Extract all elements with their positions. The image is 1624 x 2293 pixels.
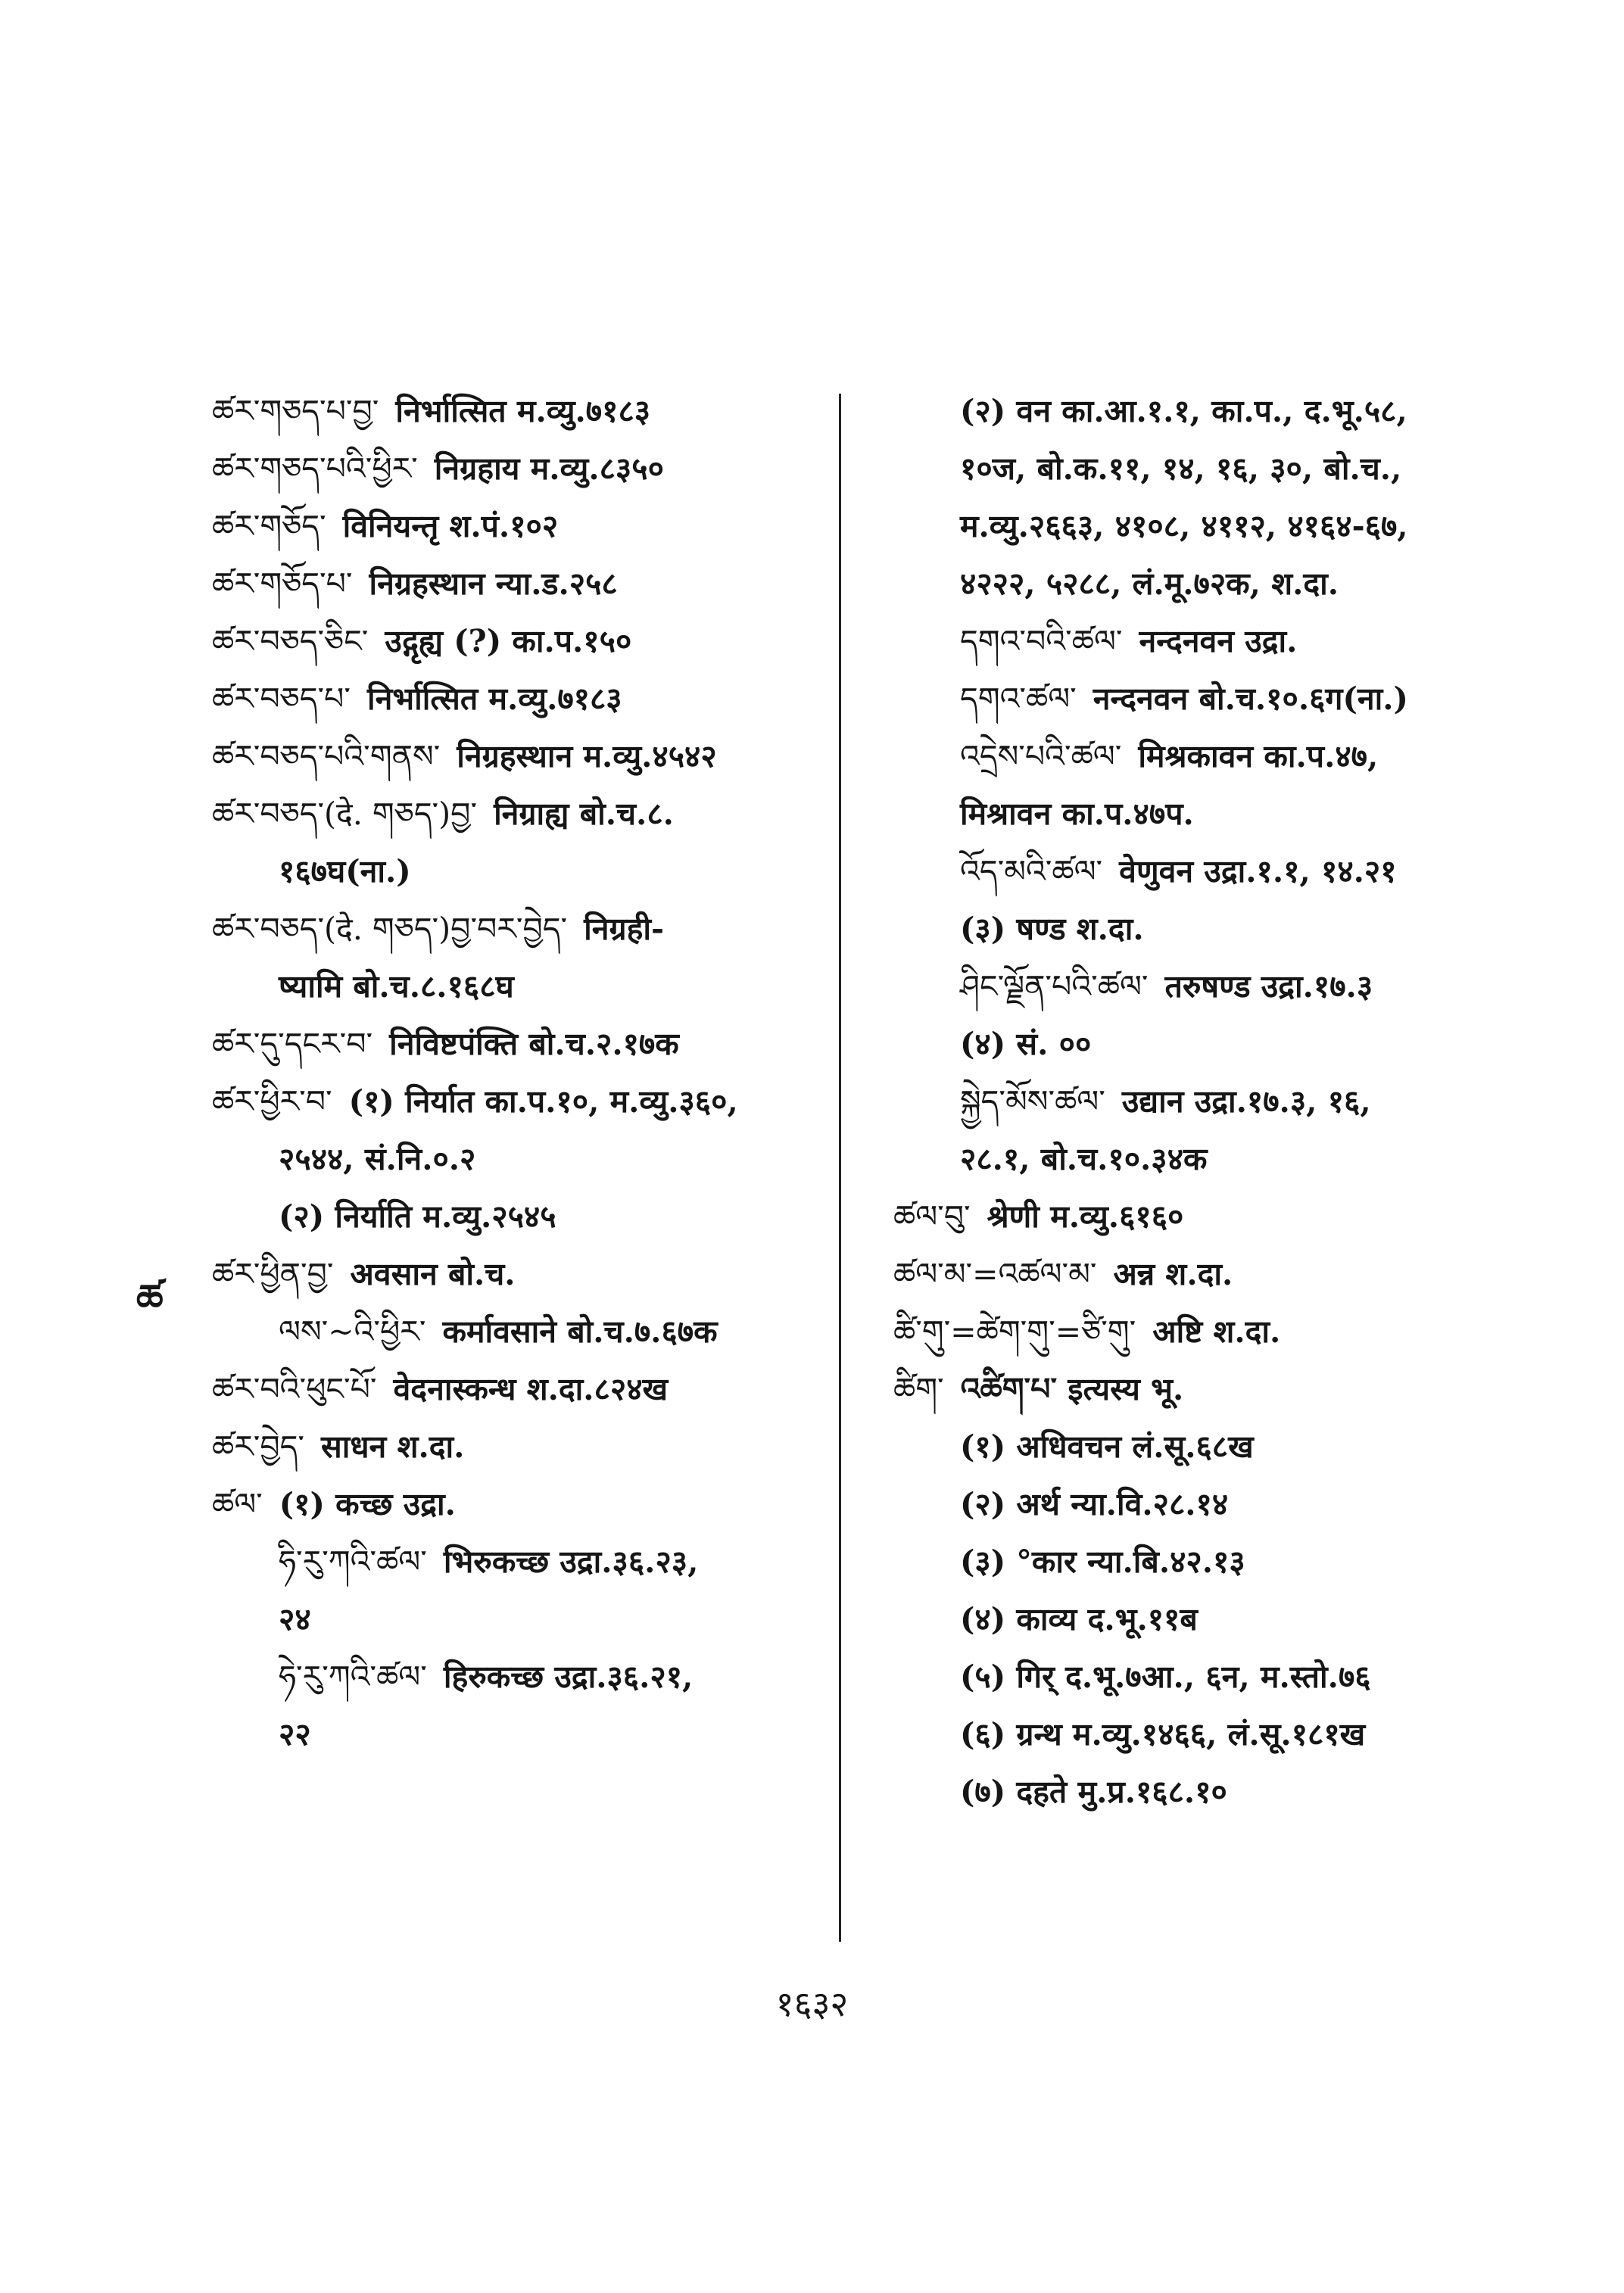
dictionary-entry bbox=[212, 1073, 825, 1188]
right-column bbox=[893, 382, 1492, 1821]
dictionary-entry bbox=[893, 1303, 1492, 1360]
sanskrit-gloss: निग्रहस्थान न्या.ड.२५८ bbox=[369, 565, 618, 602]
sanskrit-gloss: (२) अर्थ न्या.वि.२८.१४ bbox=[960, 1486, 1229, 1522]
entry-continuation: १६७घ(ना.) bbox=[279, 853, 411, 889]
tibetan-headword: འོད་མའི་ཚལ་ bbox=[960, 853, 1103, 889]
dictionary-entry bbox=[893, 1763, 1492, 1821]
tibetan-headword: ཚར་བྱེད་ bbox=[212, 1428, 304, 1465]
sanskrit-gloss: अन्न श.दा. bbox=[1113, 1256, 1233, 1292]
sanskrit-gloss: अवसान बो.च. bbox=[350, 1256, 516, 1292]
dictionary-entry bbox=[893, 1648, 1492, 1706]
sanskrit-gloss: (५) गिर् द.भू.७आ., ६न, म.स्तो.७६ bbox=[960, 1659, 1371, 1695]
sanskrit-gloss: (७) दहते मु.प्र.१६८.१० bbox=[960, 1774, 1227, 1810]
tibetan-headword: ཚར་བཅད་(दे. གཅད་)བྱ་ bbox=[212, 796, 478, 832]
tibetan-headword: ཤིང་ལྗོན་པའི་ཚལ་ bbox=[960, 968, 1149, 1005]
tibetan-headword: ཚལ་མ་=འཚལ་མ་ bbox=[893, 1256, 1097, 1292]
tibetan-headword: ཚལ་ bbox=[212, 1486, 263, 1522]
dictionary-entry bbox=[212, 1590, 825, 1648]
column-divider bbox=[839, 394, 841, 1942]
sanskrit-gloss: (२) निर्याति म.व्यु.२५४५ bbox=[279, 1198, 556, 1235]
tibetan-headword: ཚར་གཅད་པའི་ཕྱིར་ bbox=[212, 450, 418, 487]
tibetan-headword: ཚར་ཕྱིར་བ་ bbox=[212, 1083, 332, 1120]
dictionary-entry bbox=[893, 1418, 1492, 1475]
sanskrit-gloss: (१) निर्यात का.प.१०, म.व्यु.३६०, bbox=[348, 1083, 738, 1120]
sanskrit-gloss: निग्राह्य बो.च.८. bbox=[494, 796, 674, 832]
dictionary-entry bbox=[212, 440, 825, 497]
sanskrit-gloss: निर्भात्सित म.व्यु.७१८३ bbox=[395, 393, 651, 429]
tibetan-headword: ཚར་ཕྱིན་བྱ་ bbox=[212, 1256, 334, 1292]
tibetan-headword: ཚར་བའི་ཕུང་པོ་ bbox=[212, 1371, 377, 1407]
dictionary-entry bbox=[893, 785, 1492, 843]
dictionary-entry bbox=[893, 1073, 1492, 1130]
sanskrit-gloss: (२) वन का.आ.१.१, का.प., द.भू.५८, bbox=[960, 393, 1407, 429]
sanskrit-gloss: २८.१, बो.च.१०.३४क bbox=[960, 1141, 1208, 1177]
sanskrit-gloss: साधन श.दा. bbox=[320, 1428, 465, 1465]
sanskrit-gloss: अष्टि श.दा. bbox=[1152, 1313, 1281, 1350]
page-number: १६३२ bbox=[775, 1983, 849, 2024]
dictionary-entry bbox=[212, 1360, 825, 1418]
dictionary-entry bbox=[893, 1475, 1492, 1533]
dictionary-entry bbox=[893, 843, 1492, 900]
dictionary-entry bbox=[212, 612, 825, 670]
dictionary-entry bbox=[893, 440, 1492, 497]
entry-continuation: २५४४, सं.नि.०.२ bbox=[279, 1141, 476, 1177]
tibetan-headword: ཚར་བཅད་ཅིང་ bbox=[212, 623, 369, 659]
sanskrit-gloss: འཚིག་པ་ इत्यस्य भू. bbox=[960, 1371, 1184, 1407]
dictionary-entry bbox=[212, 1533, 825, 1590]
dictionary-entry bbox=[212, 900, 825, 1015]
sanskrit-gloss: ४२२२, ५२८८, लं.मू.७२क, श.दा. bbox=[960, 565, 1339, 602]
dictionary-entry bbox=[893, 670, 1492, 727]
dictionary-entry bbox=[893, 1245, 1492, 1303]
side-marker: ཚ bbox=[136, 1276, 161, 1320]
sanskrit-gloss: (४) काव्य द.भू.११ब bbox=[960, 1601, 1198, 1637]
tibetan-headword: དགའ་བའི་ཚལ་ bbox=[960, 623, 1123, 659]
sanskrit-gloss: (६) ग्रन्थ म.व्यु.१४६६, लं.सू.१८१ख bbox=[960, 1716, 1366, 1752]
left-column bbox=[212, 382, 825, 1763]
sanskrit-gloss: वेदनास्कन्ध श.दा.८२४ख bbox=[393, 1371, 669, 1407]
dictionary-entry bbox=[212, 1706, 825, 1763]
sanskrit-gloss: (३) षण्ड श.दा. bbox=[960, 911, 1144, 947]
tibetan-headword: ཚར་གཅོད་པ་ bbox=[212, 565, 353, 602]
tibetan-headword: ཚར་བཅད་(दे. གཅད་)བྱ་བར་བྱེད་ bbox=[212, 911, 568, 947]
dictionary-entry bbox=[893, 1533, 1492, 1590]
tibetan-headword: སྐྱེད་མོས་ཚལ་ bbox=[960, 1083, 1105, 1120]
sanskrit-gloss: मिश्रावन का.प.४७प. bbox=[960, 796, 1194, 832]
tibetan-headword: ཚིག་ bbox=[893, 1371, 944, 1407]
sanskrit-gloss: १०ज, बो.क.११, १४, १६, ३०, बो.च., bbox=[960, 450, 1402, 487]
dictionary-entry bbox=[893, 382, 1492, 440]
dictionary-entry bbox=[893, 1590, 1492, 1648]
tibetan-headword: ཚལ་བུ་ bbox=[893, 1198, 971, 1235]
sanskrit-gloss: नन्दनवन बो.च.१०.६ग(ना.) bbox=[1093, 681, 1408, 717]
dictionary-entry bbox=[212, 497, 825, 555]
sanskrit-gloss: निग्रहस्थान म.व्यु.४५४२ bbox=[457, 738, 717, 774]
dictionary-entry bbox=[212, 1245, 825, 1303]
dictionary-entry bbox=[893, 497, 1492, 555]
sanskrit-gloss: भिरुकच्छ उद्रा.३६.२३, bbox=[443, 1544, 699, 1580]
dictionary-entry bbox=[893, 900, 1492, 958]
dictionary-entry bbox=[212, 1648, 825, 1706]
sanskrit-gloss: कर्मावसाने बो.च.७.६७क bbox=[442, 1313, 718, 1350]
sanskrit-gloss: नन्दनवन उद्रा. bbox=[1139, 623, 1298, 659]
dictionary-entry bbox=[212, 1188, 825, 1245]
sanskrit-gloss: उद्गृह्य (?) का.प.१५० bbox=[385, 623, 632, 659]
sanskrit-gloss: (१) अधिवचन लं.सू.६८ख bbox=[960, 1428, 1254, 1465]
dictionary-entry bbox=[212, 670, 825, 727]
tibetan-headword: ཧི་རུ་ཀའི་ཚལ་ bbox=[279, 1544, 427, 1580]
sanskrit-gloss: (३) °कार न्या.बि.४२.१३ bbox=[960, 1544, 1245, 1580]
dictionary-entry bbox=[893, 1360, 1492, 1418]
tibetan-headword: དགའ་ཚལ་ bbox=[960, 681, 1077, 717]
sanskrit-gloss: उद्यान उद्रा.१७.३, १६, bbox=[1121, 1083, 1371, 1120]
dictionary-entry bbox=[212, 555, 825, 612]
sanskrit-gloss: (१) कच्छ उद्रा. bbox=[279, 1486, 456, 1522]
tibetan-headword: ཚར་གཅོད་ bbox=[212, 508, 326, 544]
sanskrit-gloss: २४ bbox=[279, 1601, 311, 1637]
tibetan-headword: ཧེ་རུ་ཀའི་ཚལ་ bbox=[279, 1659, 427, 1695]
tibetan-headword: ཚར་དུ་དངར་བ་ bbox=[212, 1026, 373, 1062]
sanskrit-gloss: विनियन्तृ श.पं.१०२ bbox=[342, 508, 559, 544]
sanskrit-gloss: वेणुवन उद्रा.१.१, १४.२१ bbox=[1119, 853, 1397, 889]
sanskrit-gloss: (४) सं. ०० bbox=[960, 1026, 1092, 1062]
sanskrit-gloss: २२ bbox=[279, 1716, 311, 1752]
dictionary-entry bbox=[212, 1418, 825, 1475]
dictionary-entry bbox=[212, 727, 825, 785]
sanskrit-gloss: निग्रही- bbox=[584, 911, 665, 947]
sanskrit-gloss: मिश्रकावन का.प.४७, bbox=[1138, 738, 1379, 774]
sanskrit-gloss: म.व्यु.२६६३, ४१०८, ४११२, ४१६४-६७, bbox=[960, 508, 1408, 544]
dictionary-entry bbox=[893, 1706, 1492, 1763]
tibetan-headword: ཚར་བཅད་པ་ bbox=[212, 681, 351, 717]
sanskrit-gloss: निग्रहाय म.व्यु.८३५० bbox=[434, 450, 664, 487]
dictionary-entry bbox=[212, 1015, 825, 1073]
dictionary-entry bbox=[893, 555, 1492, 612]
tibetan-headword: ཚར་གཅད་པ་བྱ་ bbox=[212, 393, 379, 429]
dictionary-entry bbox=[212, 1303, 825, 1360]
sanskrit-gloss: निर्भात्सित म.व्यु.७१८३ bbox=[366, 681, 622, 717]
dictionary-entry bbox=[893, 727, 1492, 785]
dictionary-entry bbox=[893, 958, 1492, 1015]
dictionary-entry bbox=[893, 1130, 1492, 1188]
dictionary-entry bbox=[893, 612, 1492, 670]
sanskrit-gloss: श्रेणी म.व्यु.६१६० bbox=[987, 1198, 1184, 1235]
sanskrit-gloss: निविष्टपंक्ति बो.च.२.१७क bbox=[389, 1026, 679, 1062]
sanskrit-gloss: हिरुकच्छ उद्रा.३६.२१, bbox=[443, 1659, 694, 1695]
tibetan-headword: ཚི་གུ་=ཚེག་གུ་=ཙི་གུ་ bbox=[893, 1313, 1136, 1350]
entry-continuation: ष्यामि बो.च.८.१६८घ bbox=[279, 968, 514, 1005]
dictionary-entry bbox=[893, 1015, 1492, 1073]
tibetan-headword: འདྲེས་པའི་ཚལ་ bbox=[960, 738, 1122, 774]
tibetan-headword: ཚར་བཅད་པའི་གནས་ bbox=[212, 738, 441, 774]
dictionary-entry bbox=[212, 382, 825, 440]
dictionary-entry bbox=[212, 785, 825, 900]
sanskrit-gloss: तरुषण्ड उद्रा.१७.३ bbox=[1164, 968, 1373, 1005]
dictionary-entry bbox=[893, 1188, 1492, 1245]
dictionary-entry bbox=[212, 1475, 825, 1533]
tibetan-headword: ལས་~འི་ཕྱིར་ bbox=[279, 1313, 426, 1350]
